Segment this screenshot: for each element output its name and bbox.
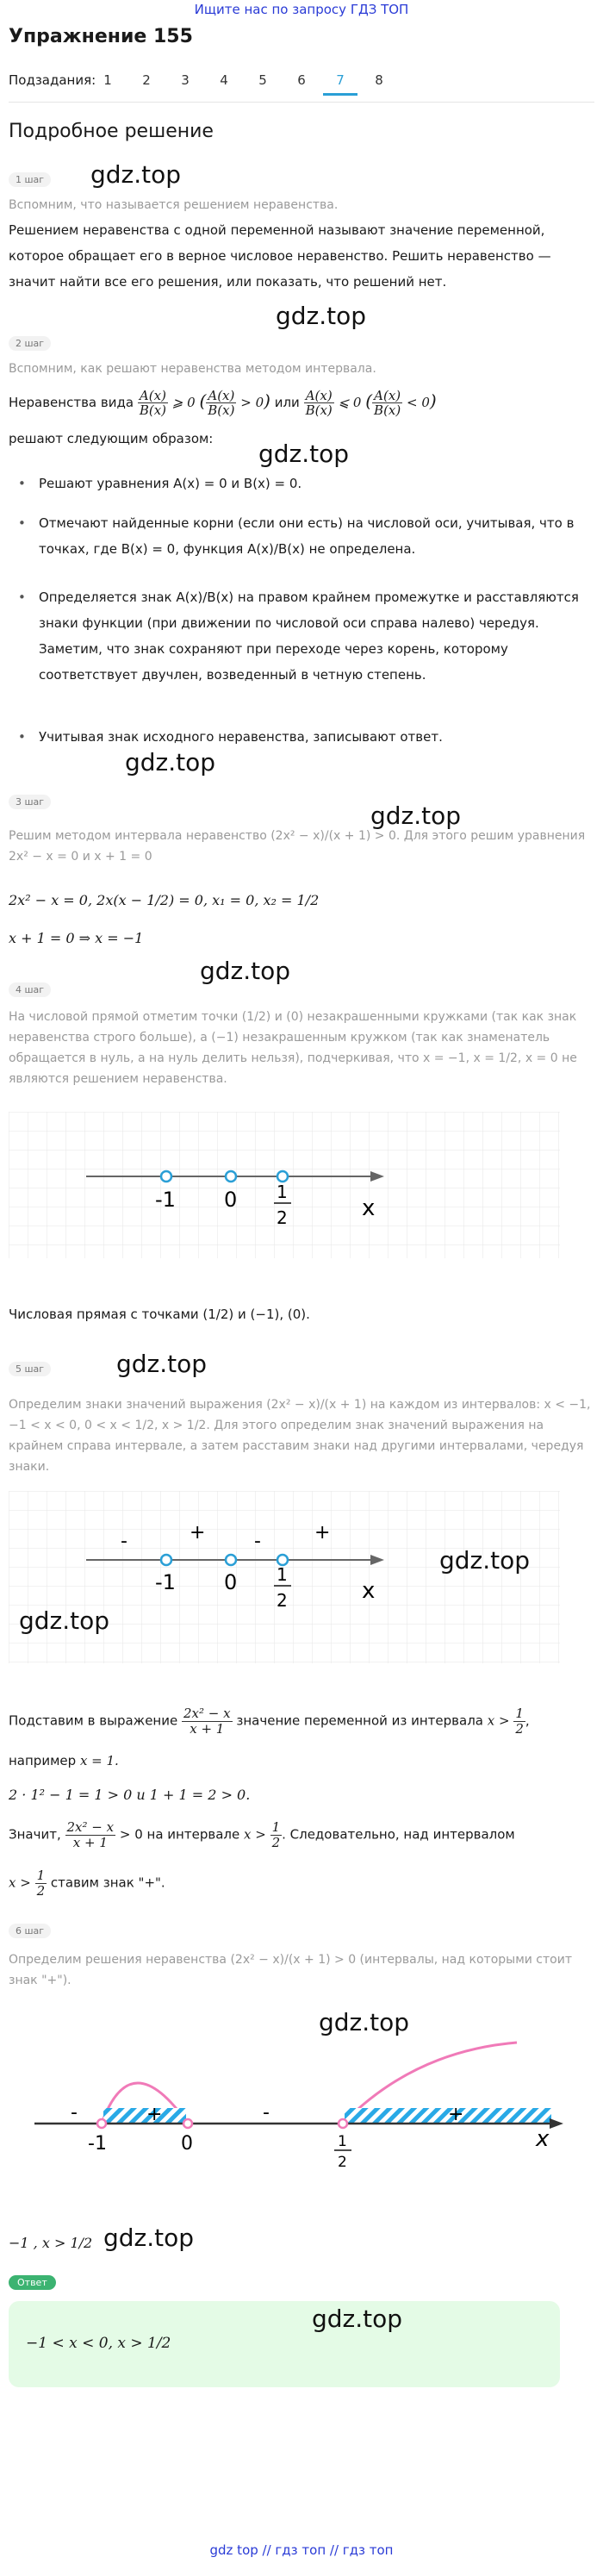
section-heading: Подробное решение: [9, 121, 214, 142]
divider: [9, 102, 594, 103]
step3-eq1: 2x² − x = 0, 2x(x − 1/2) = 0, x₁ = 0, x₂ = 1/2: [9, 892, 320, 908]
watermark: gdz.top: [19, 1606, 110, 1635]
concl-text-4: ставим знак "+".: [50, 1874, 165, 1891]
point-zero: [183, 2119, 192, 2128]
step-badge-1: 1 шаг: [9, 172, 51, 187]
tab-subtask-8[interactable]: 8: [375, 72, 383, 88]
concl-text-3: . Следовательно, над интервалом: [282, 1826, 515, 1843]
sub-x: x = 1.: [79, 1753, 119, 1768]
page-title: Упражнение 155: [9, 26, 193, 47]
sign-1: -: [121, 1531, 127, 1552]
point-half: [277, 1171, 288, 1182]
point-half: [339, 2119, 347, 2128]
step5-example: [9, 1748, 119, 1774]
point-minus-one: [161, 1171, 171, 1182]
axis-x-label: x: [362, 1195, 376, 1221]
watermark: gdz.top: [319, 2008, 410, 2036]
sub-text-3: например: [9, 1753, 77, 1768]
footer-links[interactable]: gdz top // гдз топ // гдз топ: [209, 2542, 394, 2558]
bullet-4: • Учитывая знак исходного неравенства, записывают ответ.: [39, 724, 590, 750]
label-half-num: 1: [277, 1564, 288, 1585]
solution-number-line: [34, 2034, 586, 2172]
fraction: $\frac{1}{2}$: [515, 1706, 524, 1737]
tab-subtask-6[interactable]: 6: [297, 72, 306, 88]
fraction: $\frac{A(x)}{B(x)}$: [374, 387, 401, 418]
tab-subtask-1[interactable]: 1: [103, 72, 112, 88]
step3-eq2: x + 1 = 0 ⇒ x = −1: [9, 930, 144, 946]
bullet-1: • Решают уравнения A(x) = 0 и B(x) = 0.: [39, 471, 590, 496]
tab-subtask-3[interactable]: 3: [181, 72, 190, 88]
tab-subtask-4[interactable]: 4: [220, 72, 228, 88]
step6-hint: Определим решения неравенства (2x² − x)/(x + 1) > 0 (интервалы, над которыми стоит знак "+").: [9, 1953, 572, 1987]
answer-box: [9, 2301, 560, 2387]
sub-text-2: значение переменной из интервала: [236, 1712, 483, 1729]
watermark: gdz.top: [116, 1350, 208, 1378]
watermark: gdz.top: [258, 440, 350, 468]
step5-conclusion: Значит, $\frac{\text{2x² − x}}{x + 1}$ > 0 на интервале x > $\frac{1}{2}$ . Следовательно, над интервалом: [9, 1819, 515, 1850]
fraction: $\frac{A(x)}{B(x)}$: [139, 387, 167, 418]
point-zero: [226, 1555, 236, 1565]
watermark: gdz.top: [439, 1546, 531, 1575]
sign-2: +: [190, 1522, 206, 1544]
label-minus-one: -1: [155, 1188, 176, 1212]
step3-hint: Решим методом интервала неравенство (2x² − x)/(x + 1) > 0. Для этого решим уравнения 2x² − x = 0 и x + 1 = 0: [9, 829, 586, 864]
sign-3: -: [263, 2102, 270, 2124]
step2-forms: Неравенства вида $\frac{A(x)}{B(x)}$ ⩾ 0 ( $\frac{A(x)}{B(x)}$ > 0) или $\frac{A(x)}{B(x)}$ ⩽ 0 ( $\frac{A(x)}{B(x)}$ < 0): [9, 387, 437, 418]
step-badge-6: 6 шаг: [9, 1924, 51, 1938]
subtasks-label: Подзадания:: [9, 72, 96, 88]
sign-3: -: [254, 1531, 261, 1552]
bullet-2: • Отмечают найденные корни (если они есть) на числовой оси, учитывая, что в точках, где B(x) = 0, функция A(x)/B(x) не определена.: [39, 510, 590, 562]
sign-4: +: [314, 1522, 331, 1544]
step-badge-2: 2 шаг: [9, 336, 51, 351]
answer-label: Ответ: [9, 2275, 56, 2290]
concl-text-2: > 0 на интервале: [119, 1826, 240, 1843]
step2-lead: Неравенства вида: [9, 395, 134, 410]
watermark: gdz.top: [125, 748, 216, 777]
subtasks-nav: [9, 71, 594, 97]
step-badge-4: 4 шаг: [9, 982, 51, 997]
label-half-den: 2: [277, 1207, 288, 1228]
sign-4: +: [448, 2104, 464, 2125]
step-badge-5: 5 шаг: [9, 1362, 51, 1376]
fraction: $\frac{\text{2x² − x}}{x + 1}$: [66, 1819, 115, 1850]
bullet-3: • Определяется знак A(x)/B(x) на правом крайнем промежутке и расставляются знаки функции (при движении по числовой оси справа налево) чередуя. Заметим, что знак сохраняют при переходе через корень, которому соответствует двучлен, возведенный в четную степень.: [39, 584, 590, 688]
concl-text-1: Значит,: [9, 1826, 61, 1843]
watermark: gdz.top: [370, 801, 462, 830]
step1-text: Решением неравенства с одной переменной называют значение переменной, которое обращает его в верное числовое неравенство. Решить неравенство — значит найти все его решения, или показать, что решений нет.: [9, 222, 551, 290]
step4-hint: На числовой прямой отметим точки (1/2) и (0) незакрашенными кружками (так как знак неравенства строго больше), а (−1) незакрашенным кружком (так как знаменатель обращается в нуль, а на нуль делить нельзя), подчеркивая, что x = −1, x = 1/2, x = 0 не являются решением неравенства.: [9, 1010, 577, 1086]
tab-subtask-2[interactable]: 2: [142, 72, 151, 88]
step-badge-3: 3 шаг: [9, 795, 51, 809]
point-minus-one: [161, 1555, 171, 1565]
fraction: $\frac{\text{2x² − x}}{x + 1}$: [183, 1706, 231, 1737]
watermark: gdz.top: [103, 2224, 195, 2252]
watermark: gdz.top: [90, 160, 182, 189]
watermark: gdz.top: [312, 2305, 403, 2333]
step5-calc: 2 · 1² − 1 = 1 > 0 и 1 + 1 = 2 > 0.: [9, 1787, 251, 1803]
label-minus-one: -1: [88, 2133, 107, 2155]
fraction: $\frac{A(x)}{B(x)}$: [305, 387, 333, 418]
label-half-den: 2: [277, 1590, 288, 1611]
step6-result: −1 , x > 1/2: [9, 2235, 93, 2251]
step2-or: или: [274, 395, 300, 410]
fraction: $\frac{1}{2}$: [271, 1819, 281, 1850]
step5-hint: Определим знаки значений выражения (2x² − x)/(x + 1) на каждом из интервалов: x < −1, −1 < x < 0, 0 < x < 1/2, x > 1/2. Для этого определим знак значений выражения на крайнем справа интервале, а затем расставим знаки над другими интервалами, чередуя знаки.: [9, 1398, 591, 1474]
number-line-2: [9, 1491, 560, 1663]
label-zero: 0: [224, 1570, 238, 1594]
label-half-num: 1: [338, 2133, 347, 2150]
step5-substitute: Подставим в выражение $\frac{\text{2x² − x}}{x + 1}$ значение переменной из интервала x > $\frac{1}{2}$ ,: [9, 1706, 530, 1737]
label-half-den: 2: [338, 2154, 347, 2171]
step2-solved: решают следующим образом:: [9, 431, 214, 446]
step2-hint: Вспомним, как решают неравенства методом интервала.: [9, 362, 376, 376]
hatched-interval-1: [103, 2108, 186, 2124]
watermark: gdz.top: [200, 957, 291, 985]
sign-1: -: [71, 2102, 78, 2124]
label-zero: 0: [181, 2133, 193, 2155]
tab-subtask-5[interactable]: 5: [258, 72, 267, 88]
step5-conclusion-2: x > $\frac{1}{2}$ ставим знак "+".: [9, 1868, 165, 1899]
point-minus-one: [97, 2119, 106, 2128]
step4-caption: Числовая прямая с точками (1/2) и (−1), (0).: [9, 1307, 310, 1322]
label-minus-one: -1: [155, 1570, 176, 1594]
sign-2: +: [146, 2104, 163, 2125]
label-half-num: 1: [277, 1182, 288, 1202]
number-line-1: [9, 1112, 560, 1258]
tab-subtask-7[interactable]: 7: [323, 72, 357, 96]
fraction: $\frac{A(x)}{B(x)}$: [208, 387, 235, 418]
axis-x-label: x: [536, 2126, 550, 2152]
step1-hint: Вспомним, что называется решением неравенства.: [9, 198, 339, 212]
fraction: $\frac{1}{2}$: [36, 1868, 46, 1899]
label-zero: 0: [224, 1188, 238, 1212]
watermark: gdz.top: [276, 302, 367, 330]
axis-x-label: x: [362, 1578, 376, 1604]
promo-banner[interactable]: Ищите нас по запросу ГДЗ ТОП: [194, 2, 409, 17]
sub-text-1: Подставим в выражение: [9, 1712, 178, 1729]
answer-value: −1 < x < 0, x > 1/2: [26, 2335, 171, 2352]
point-zero: [226, 1171, 236, 1182]
